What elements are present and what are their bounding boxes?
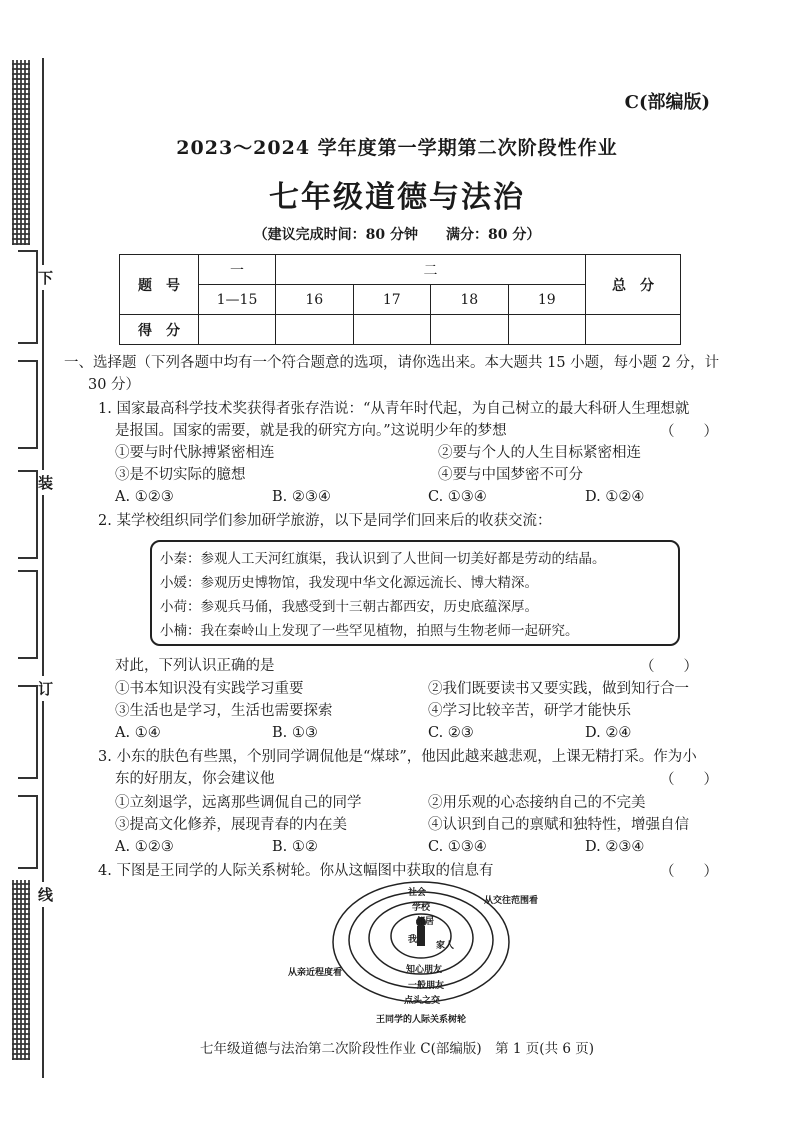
- q3-answer-blank[interactable]: （ ）: [660, 772, 718, 788]
- q1-option: ①要与时代脉搏紧密相连: [115, 445, 275, 461]
- score-cell[interactable]: [276, 315, 354, 345]
- diagram-caption: 王同学的人际关系树轮: [376, 1015, 467, 1025]
- q2-stem: 2. 某学校组织同学们参加研学旅游，以下是同学们回来后的收获交流：: [98, 513, 552, 529]
- q2-choice-b[interactable]: B. ①③: [272, 725, 318, 741]
- binding-char: 订: [38, 676, 53, 701]
- table-col: 19: [508, 285, 586, 315]
- q3-choice-a[interactable]: A. ①②③: [115, 839, 174, 855]
- binding-bracket: [18, 795, 38, 869]
- q3-option: ④认识到自己的禀赋和独特性，增强自信: [428, 817, 689, 833]
- table-part-one: 一: [199, 255, 276, 285]
- caption-range: 从交往范围看: [484, 896, 539, 906]
- q1-option: ④要与中国梦密不可分: [438, 467, 583, 483]
- q1-stem-cont: 是报国。国家的需要，就是我的研究方向。”这说明少年的梦想: [115, 423, 507, 439]
- binding-bracket: [18, 250, 38, 344]
- q2-quote: 小媛：参观历史博物馆，我发现中华文化源远流长、博大精深。: [160, 575, 538, 591]
- table-col: 18: [431, 285, 509, 315]
- caption-closeness: 从亲近程度看: [288, 968, 343, 978]
- q4-answer-blank[interactable]: （ ）: [660, 864, 718, 880]
- q3-stem: 3. 小东的肤色有些黑，个别同学调侃他是“煤球”，他因此越来越悲观，上课无精打采。作为小: [98, 749, 697, 765]
- score-cell[interactable]: [508, 315, 586, 345]
- score-cell[interactable]: [586, 315, 681, 345]
- q3-option: ①立刻退学，远离那些调侃自己的同学: [115, 795, 362, 811]
- q4-stem: 4. 下图是王同学的人际关系树轮。你从这幅图中获取的信息有: [98, 863, 494, 879]
- q2-option: ②我们既要读书又要实践，做到知行合一: [428, 681, 689, 697]
- q2-quote: 小秦：参观人工天河红旗渠，我认识到了人世间一切美好都是劳动的结晶。: [160, 551, 606, 567]
- table-header-score: 得 分: [120, 315, 199, 345]
- q3-choice-c[interactable]: C. ①③④: [428, 839, 487, 855]
- table-header-question: 题 号: [120, 255, 199, 315]
- score-cell[interactable]: [431, 315, 509, 345]
- q1-choice-d[interactable]: D. ①②④: [585, 489, 645, 505]
- q1-stem: 1. 国家最高科学技术奖获得者张存浩说：“从青年时代起，为自己树立的最大科研人生理想就: [98, 401, 690, 417]
- binding-bracket: [18, 470, 38, 559]
- binding-bracket: [18, 570, 38, 659]
- q3-choice-b[interactable]: B. ①②: [272, 839, 318, 855]
- q3-option: ②用乐观的心态接纳自己的不完美: [428, 795, 646, 811]
- q1-choice-c[interactable]: C. ①③④: [428, 489, 487, 505]
- ring-label-school: 学校: [412, 903, 431, 913]
- q2-question: 对此，下列认识正确的是: [115, 658, 275, 674]
- table-col: 1—15: [199, 285, 276, 315]
- q3-choice-d[interactable]: D. ②③④: [585, 839, 645, 855]
- q1-choice-b[interactable]: B. ②③④: [272, 489, 331, 505]
- q1-option: ③是不切实际的臆想: [115, 467, 246, 483]
- table-col: 17: [353, 285, 431, 315]
- ring-label-acquaintance: 点头之交: [404, 996, 441, 1006]
- q2-choice-d[interactable]: D. ②④: [585, 725, 632, 741]
- margin-qr-code-bottom: [12, 880, 30, 1060]
- binding-char: 下: [38, 265, 53, 290]
- binding-char: 装: [38, 470, 53, 495]
- ring-label-center: 我: [408, 935, 418, 945]
- q2-choice-a[interactable]: A. ①④: [115, 725, 161, 741]
- ring-label-close-friend: 知心朋友: [406, 965, 443, 975]
- table-header-total: 总 分: [586, 255, 681, 315]
- q1-answer-blank[interactable]: （ ）: [660, 424, 718, 440]
- q3-stem-cont: 东的好朋友，你会建议他: [115, 771, 275, 787]
- section-heading: 一、选择题（下列各题中均有一个符合题意的选项，请你选出来。本大题共 15 小题，每小题 2 分，计: [64, 355, 720, 371]
- table-col: 16: [276, 285, 354, 315]
- binding-bracket: [18, 360, 38, 449]
- score-cell[interactable]: [353, 315, 431, 345]
- q2-option: ①书本知识没有实践学习重要: [115, 681, 304, 697]
- q2-option: ③生活也是学习，生活也需要探索: [115, 703, 333, 719]
- q1-option: ②要与个人的人生目标紧密相连: [438, 445, 641, 461]
- edition-label: C(部编版): [624, 92, 710, 113]
- page-footer: 七年级道德与法治第二次阶段性作业 C(部编版) 第 1 页(共 6 页): [199, 1041, 595, 1057]
- score-cell[interactable]: [199, 315, 276, 345]
- q2-quote: 小荷：参观兵马俑，我感受到十三朝古都西安，历史底蕴深厚。: [160, 599, 538, 615]
- ring-label-society: 社会: [408, 888, 427, 898]
- ring-label-neighbor: 邻居: [416, 917, 435, 927]
- exam-subtitle: 2023～2024 学年度第一学期第二次阶段性作业: [176, 137, 618, 159]
- section-heading-cont: 30 分）: [88, 377, 141, 393]
- binding-char: 线: [38, 882, 53, 907]
- q1-choice-a[interactable]: A. ①②③: [115, 489, 174, 505]
- person-figure-icon: [417, 926, 425, 946]
- ring-label-family: 家人: [436, 941, 455, 951]
- q2-quote-box: [150, 540, 680, 646]
- exam-info: （建议完成时间：80 分钟 满分：80 分）: [253, 227, 541, 243]
- binding-bracket: [18, 685, 38, 779]
- table-part-two: 二: [276, 255, 586, 285]
- page-title: 七年级道德与法治: [269, 180, 525, 215]
- q2-choice-c[interactable]: C. ②③: [428, 725, 474, 741]
- q2-answer-blank[interactable]: （ ）: [640, 659, 698, 675]
- q2-option: ④学习比较辛苦，研学才能快乐: [428, 703, 631, 719]
- ring-label-friend: 一般朋友: [408, 981, 445, 991]
- score-table: [119, 254, 681, 345]
- q2-quote: 小楠：我在秦岭山上发现了一些罕见植物，拍照与生物老师一起研究。: [160, 623, 579, 639]
- q3-option: ③提高文化修养，展现青春的内在美: [115, 817, 347, 833]
